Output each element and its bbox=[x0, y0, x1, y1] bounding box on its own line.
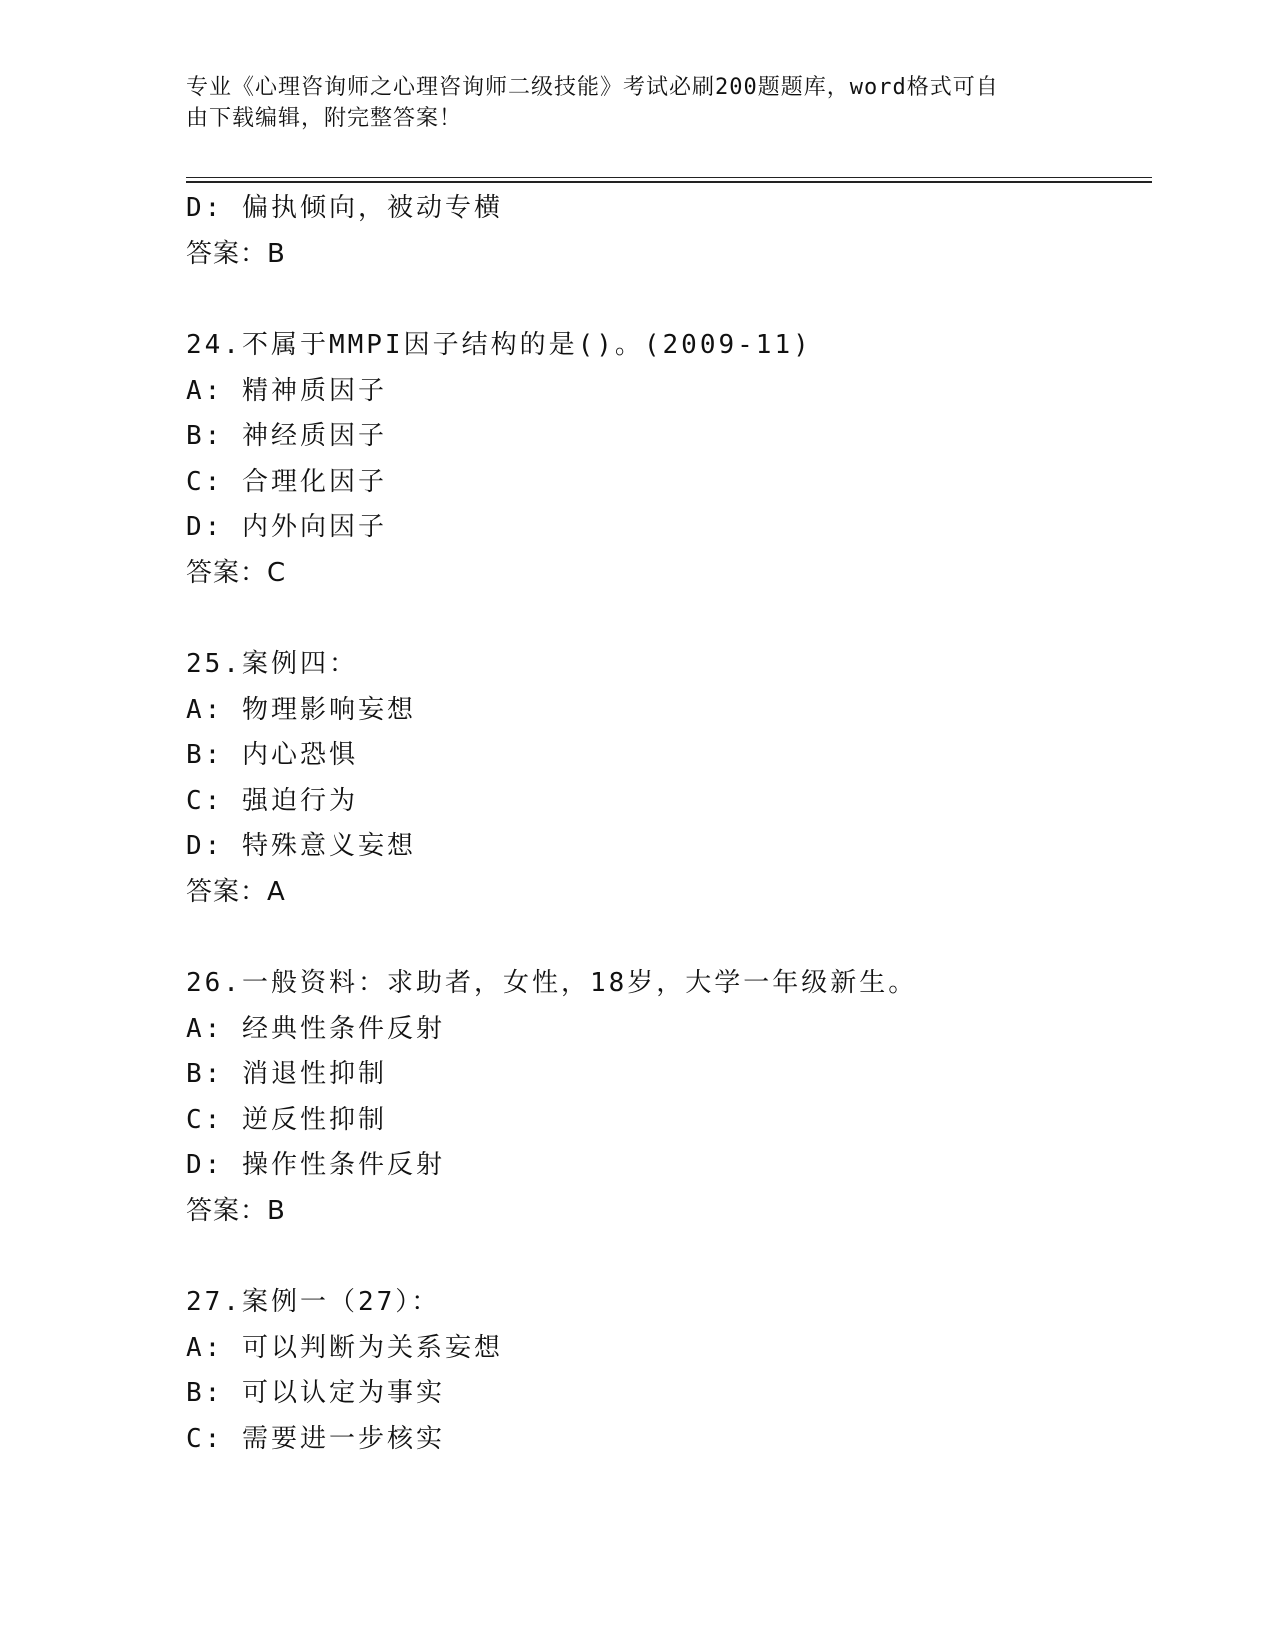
header-title-line-2: 由下载编辑，附完整答案！ bbox=[186, 106, 463, 131]
option-b: B: 可以认定为事实 bbox=[186, 1378, 445, 1408]
option-a: A: 精神质因子 bbox=[186, 375, 387, 406]
spacer bbox=[186, 596, 1146, 642]
option-c: C: 合理化因子 bbox=[186, 466, 387, 497]
question-text: 26.一般资料：求助者，女性，18岁，大学一年级新生。 bbox=[186, 968, 918, 998]
spacer bbox=[186, 277, 1146, 323]
option-b: B: 内心恐惧 bbox=[186, 740, 358, 770]
header-title-line-1: 专业《心理咨询师之心理咨询师二级技能》考试必刷200题题库，word格式可自 bbox=[186, 75, 999, 100]
header-divider-thin bbox=[186, 177, 1152, 178]
question-text: 27.案例一（27）： bbox=[186, 1287, 441, 1317]
option-d: D: 操作性条件反射 bbox=[186, 1150, 445, 1180]
answer-line: 答案：C bbox=[186, 557, 287, 588]
option-a: A: 物理影响妄想 bbox=[186, 694, 416, 725]
option-c: C: 强迫行为 bbox=[186, 785, 358, 816]
question-list bbox=[186, 186, 1146, 1462]
option-a: A: 可以判断为关系妄想 bbox=[186, 1332, 503, 1363]
option-d: D: 偏执倾向，被动专横 bbox=[186, 193, 503, 223]
question-text: 25.案例四： bbox=[186, 649, 358, 679]
question-block bbox=[186, 186, 1146, 277]
question-block bbox=[186, 323, 1146, 596]
option-a: A: 经典性条件反射 bbox=[186, 1013, 445, 1044]
answer-line: 答案：A bbox=[186, 876, 286, 907]
option-b: B: 消退性抑制 bbox=[186, 1059, 387, 1089]
question-block bbox=[186, 1280, 1146, 1462]
option-d: D: 内外向因子 bbox=[186, 512, 387, 542]
answer-line: 答案：B bbox=[186, 1195, 286, 1226]
answer-line: 答案：B bbox=[186, 238, 286, 269]
question-text: 24.不属于MMPI因子结构的是()。(2009-11) bbox=[186, 330, 812, 360]
question-block bbox=[186, 642, 1146, 915]
option-d: D: 特殊意义妄想 bbox=[186, 831, 416, 861]
question-block bbox=[186, 961, 1146, 1234]
spacer bbox=[186, 1234, 1146, 1280]
header-divider-thick bbox=[186, 181, 1152, 183]
option-b: B: 神经质因子 bbox=[186, 421, 387, 451]
option-c: C: 需要进一步核实 bbox=[186, 1423, 445, 1454]
document-header bbox=[186, 72, 1066, 134]
option-c: C: 逆反性抑制 bbox=[186, 1104, 387, 1135]
spacer bbox=[186, 915, 1146, 961]
